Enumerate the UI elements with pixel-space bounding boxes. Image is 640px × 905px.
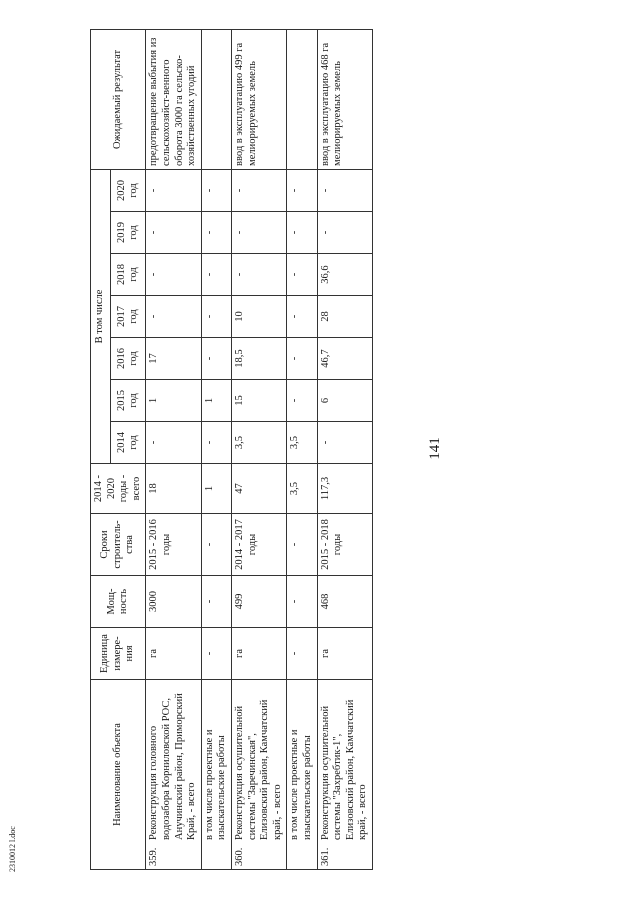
header-year: 2017 год: [111, 296, 146, 338]
cell-y2017: 28: [317, 296, 372, 338]
header-result: Ожидаемый результат: [91, 29, 146, 169]
object-name: Реконструкция осушительной системы "Заречинская", Елизовский район, Камчатский край, - всего: [233, 699, 283, 840]
cell-y2015: 6: [317, 380, 372, 422]
cell-y2018: -: [231, 254, 286, 296]
cell-y2016: 18,5: [231, 338, 286, 380]
cell-result: предотвращение выбытия из сельскохозяйст-венного оборота 3000 га сельско-хозяйственных угодий: [146, 29, 201, 169]
cell-y2014: -: [317, 422, 372, 464]
cell-object-name: [231, 680, 286, 870]
cell-unit: -: [201, 628, 231, 680]
cell-terms: 2015 - 2016 годы: [146, 514, 201, 576]
rotated-table-container: [90, 30, 615, 870]
table-row: [317, 29, 372, 869]
cell-y2016: -: [201, 338, 231, 380]
cell-y2019: -: [201, 212, 231, 254]
cell-y2019: -: [231, 212, 286, 254]
cell-y2018: -: [287, 254, 317, 296]
cell-y2018: -: [146, 254, 201, 296]
table-body: [146, 29, 373, 869]
cell-object-name: [201, 680, 231, 870]
cell-y2020: -: [231, 169, 286, 211]
cell-unit: га: [317, 628, 372, 680]
cell-y2020: -: [317, 169, 372, 211]
cell-y2019: -: [317, 212, 372, 254]
cell-y2014: -: [146, 422, 201, 464]
cell-capacity: 468: [317, 576, 372, 628]
header-terms: Сроки строитель-ства: [91, 514, 146, 576]
header-total: 2014 - 2020 годы - всего: [91, 464, 146, 514]
cell-unit: га: [146, 628, 201, 680]
cell-total: 47: [231, 464, 286, 514]
cell-result: ввод в эксплуатацию 499 га мелиорируемых земель: [231, 29, 286, 169]
table-row: [201, 29, 231, 869]
header-including: В том числе: [91, 169, 111, 463]
cell-terms: 2015 - 2018 годы: [317, 514, 372, 576]
cell-y2015: -: [287, 380, 317, 422]
object-name: Реконструкция осушительной системы "Захребтик-1", Елизовский район, Камчатский край, - всего: [319, 699, 369, 840]
cell-y2017: 10: [231, 296, 286, 338]
header-year: 2014 год: [111, 422, 146, 464]
table-row: [231, 29, 286, 869]
cell-y2015: 1: [201, 380, 231, 422]
cell-object-name: [317, 680, 372, 870]
cell-y2015: 1: [146, 380, 201, 422]
cell-terms: -: [201, 514, 231, 576]
cell-y2014: -: [201, 422, 231, 464]
cell-y2017: -: [201, 296, 231, 338]
header-year: 2019 год: [111, 212, 146, 254]
cell-capacity: -: [287, 576, 317, 628]
cell-y2020: -: [146, 169, 201, 211]
row-number: 359.: [148, 847, 160, 866]
header-name: Наименование объекта: [91, 680, 146, 870]
cell-capacity: -: [201, 576, 231, 628]
header-year: 2020 год: [111, 169, 146, 211]
cell-y2016: 17: [146, 338, 201, 380]
cell-object-name: [146, 680, 201, 870]
cell-unit: га: [231, 628, 286, 680]
cell-total: 18: [146, 464, 201, 514]
cell-y2017: -: [146, 296, 201, 338]
page-number: 141: [426, 437, 443, 460]
cell-y2014: 3,5: [287, 422, 317, 464]
cell-result: ввод в эксплуатацию 468 га мелиорируемых земель: [317, 29, 372, 169]
cell-result: [287, 29, 317, 169]
cell-total: 3,5: [287, 464, 317, 514]
header-year: 2018 год: [111, 254, 146, 296]
object-name: в том числе проектные и изыскательские работы: [203, 729, 228, 840]
cell-y2018: -: [201, 254, 231, 296]
cell-y2016: 46,7: [317, 338, 372, 380]
cell-y2020: -: [287, 169, 317, 211]
header-unit: Единица измере-ния: [91, 628, 146, 680]
cell-y2019: -: [287, 212, 317, 254]
row-number: 360.: [233, 847, 245, 866]
cell-y2017: -: [287, 296, 317, 338]
cell-total: 1: [201, 464, 231, 514]
object-name: в том числе проектные и изыскательские работы: [289, 729, 313, 840]
cell-terms: 2014 - 2017 годы: [231, 514, 286, 576]
object-name: Реконструкция головного водозабора Корниловской РОС, Анучинский район, Приморский Край, - всего: [148, 693, 198, 840]
cell-y2020: -: [201, 169, 231, 211]
cell-object-name: [287, 680, 317, 870]
header-year: 2015 год: [111, 380, 146, 422]
header-capacity: Мощ-ность: [91, 576, 146, 628]
header-year: 2016 год: [111, 338, 146, 380]
cell-y2014: 3,5: [231, 422, 286, 464]
footer-code: 2310012 l.doc: [8, 826, 17, 872]
objects-table: [90, 29, 373, 870]
cell-capacity: 3000: [146, 576, 201, 628]
cell-y2018: 36,6: [317, 254, 372, 296]
cell-y2016: -: [287, 338, 317, 380]
table-row: [287, 29, 317, 869]
row-number: 361.: [319, 847, 331, 866]
cell-y2019: -: [146, 212, 201, 254]
cell-capacity: 499: [231, 576, 286, 628]
cell-y2015: 15: [231, 380, 286, 422]
cell-unit: -: [287, 628, 317, 680]
cell-total: 117,3: [317, 464, 372, 514]
cell-result: [201, 29, 231, 169]
cell-terms: -: [287, 514, 317, 576]
table-row: [146, 29, 201, 869]
